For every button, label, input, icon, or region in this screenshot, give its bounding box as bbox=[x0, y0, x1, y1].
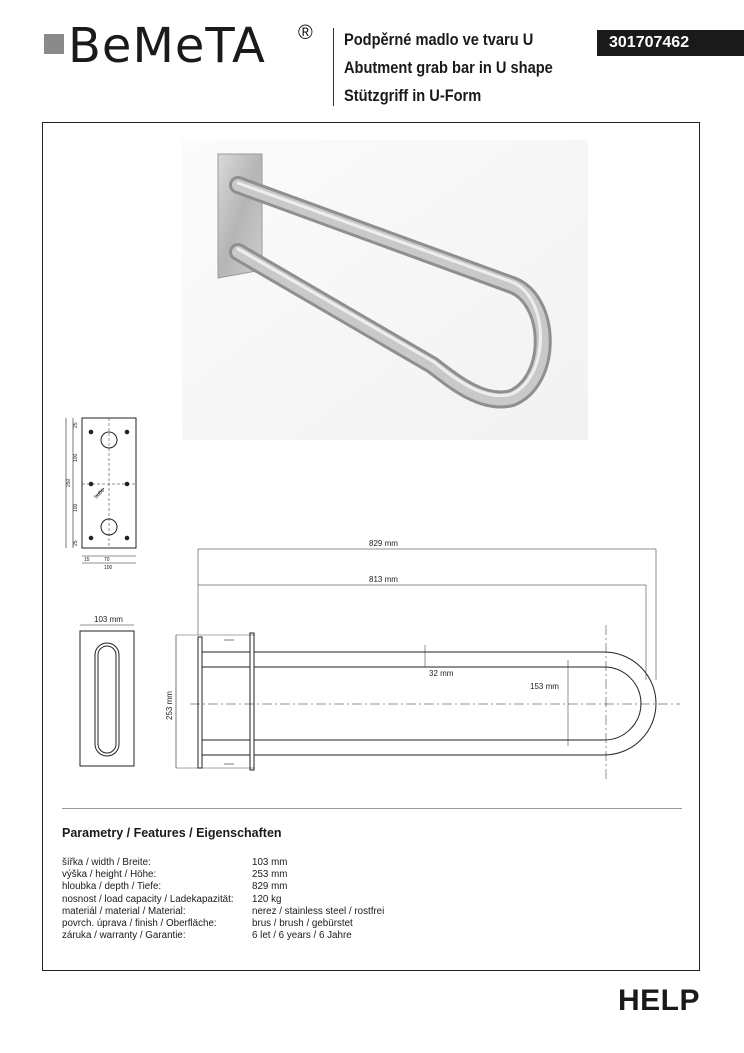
feature-value: 120 kg bbox=[252, 893, 282, 905]
feature-row bbox=[62, 894, 622, 906]
feature-label: hloubka / depth / Tiefe: bbox=[62, 881, 162, 893]
feature-row bbox=[62, 918, 622, 930]
brand-logo: BeMeTA bbox=[68, 18, 266, 74]
side-view bbox=[176, 549, 680, 780]
plate-dim-1: 25 bbox=[73, 422, 79, 428]
features-table bbox=[62, 857, 622, 942]
feature-row bbox=[62, 869, 622, 881]
feature-value: 6 let / 6 years / 6 Jahre bbox=[252, 930, 352, 942]
features-heading: Parametry / Features / Eigenschaften bbox=[62, 826, 282, 840]
title-cs: Podpěrné madlo ve tvaru U bbox=[344, 30, 534, 49]
top-view bbox=[80, 625, 134, 766]
feature-value: 829 mm bbox=[252, 881, 288, 893]
feature-row bbox=[62, 930, 622, 942]
feature-row bbox=[62, 906, 622, 918]
feature-label: výška / height / Höhe: bbox=[62, 869, 157, 881]
feature-row bbox=[62, 857, 622, 869]
tube-diameter-dimension: 32 mm bbox=[429, 669, 454, 678]
feature-value: brus / brush / gebürstet bbox=[252, 918, 353, 930]
feature-row bbox=[62, 881, 622, 893]
inner-length-dimension: 813 mm bbox=[369, 575, 398, 584]
title-en: Abutment grab bar in U shape bbox=[344, 58, 553, 77]
section-divider bbox=[62, 808, 682, 809]
width-dimension: 103 mm bbox=[94, 615, 123, 624]
total-length-dimension: 829 mm bbox=[369, 539, 398, 548]
feature-label: nosnost / load capacity / Ladekapazität: bbox=[62, 893, 234, 905]
plate-dim-8: 100 bbox=[104, 565, 113, 571]
feature-label: povrch. úprava / finish / Oberfläche: bbox=[62, 918, 217, 930]
help-label: HELP bbox=[617, 984, 700, 1017]
plate-hole-label: 5xØ6 bbox=[93, 487, 106, 501]
plate-hole-bottom bbox=[101, 519, 117, 535]
feature-value: 103 mm bbox=[252, 857, 288, 868]
plate-dim-3: 250 bbox=[66, 478, 72, 487]
feature-value: 253 mm bbox=[252, 869, 288, 881]
feature-value: nerez / stainless steel / rostfrei bbox=[252, 905, 385, 917]
feature-label: šířka / width / Breite: bbox=[62, 857, 151, 868]
feature-label: záruka / warranty / Garantie: bbox=[62, 930, 186, 942]
registered-mark: ® bbox=[298, 22, 313, 44]
inner-width-dimension: 153 mm bbox=[530, 682, 559, 691]
plate-dim-7: 70 bbox=[104, 557, 110, 563]
title-de: Stützgriff in U-Form bbox=[344, 86, 482, 105]
plate-dim-2: 100 bbox=[73, 453, 79, 462]
plate-dim-6: 15 bbox=[84, 557, 90, 563]
plate-dim-4: 100 bbox=[73, 503, 79, 512]
height-dimension: 253 mm bbox=[165, 691, 174, 720]
plate-dim-5: 25 bbox=[73, 540, 79, 546]
feature-label: materiál / material / Material: bbox=[62, 905, 186, 917]
product-code: 301707462 bbox=[597, 30, 744, 56]
